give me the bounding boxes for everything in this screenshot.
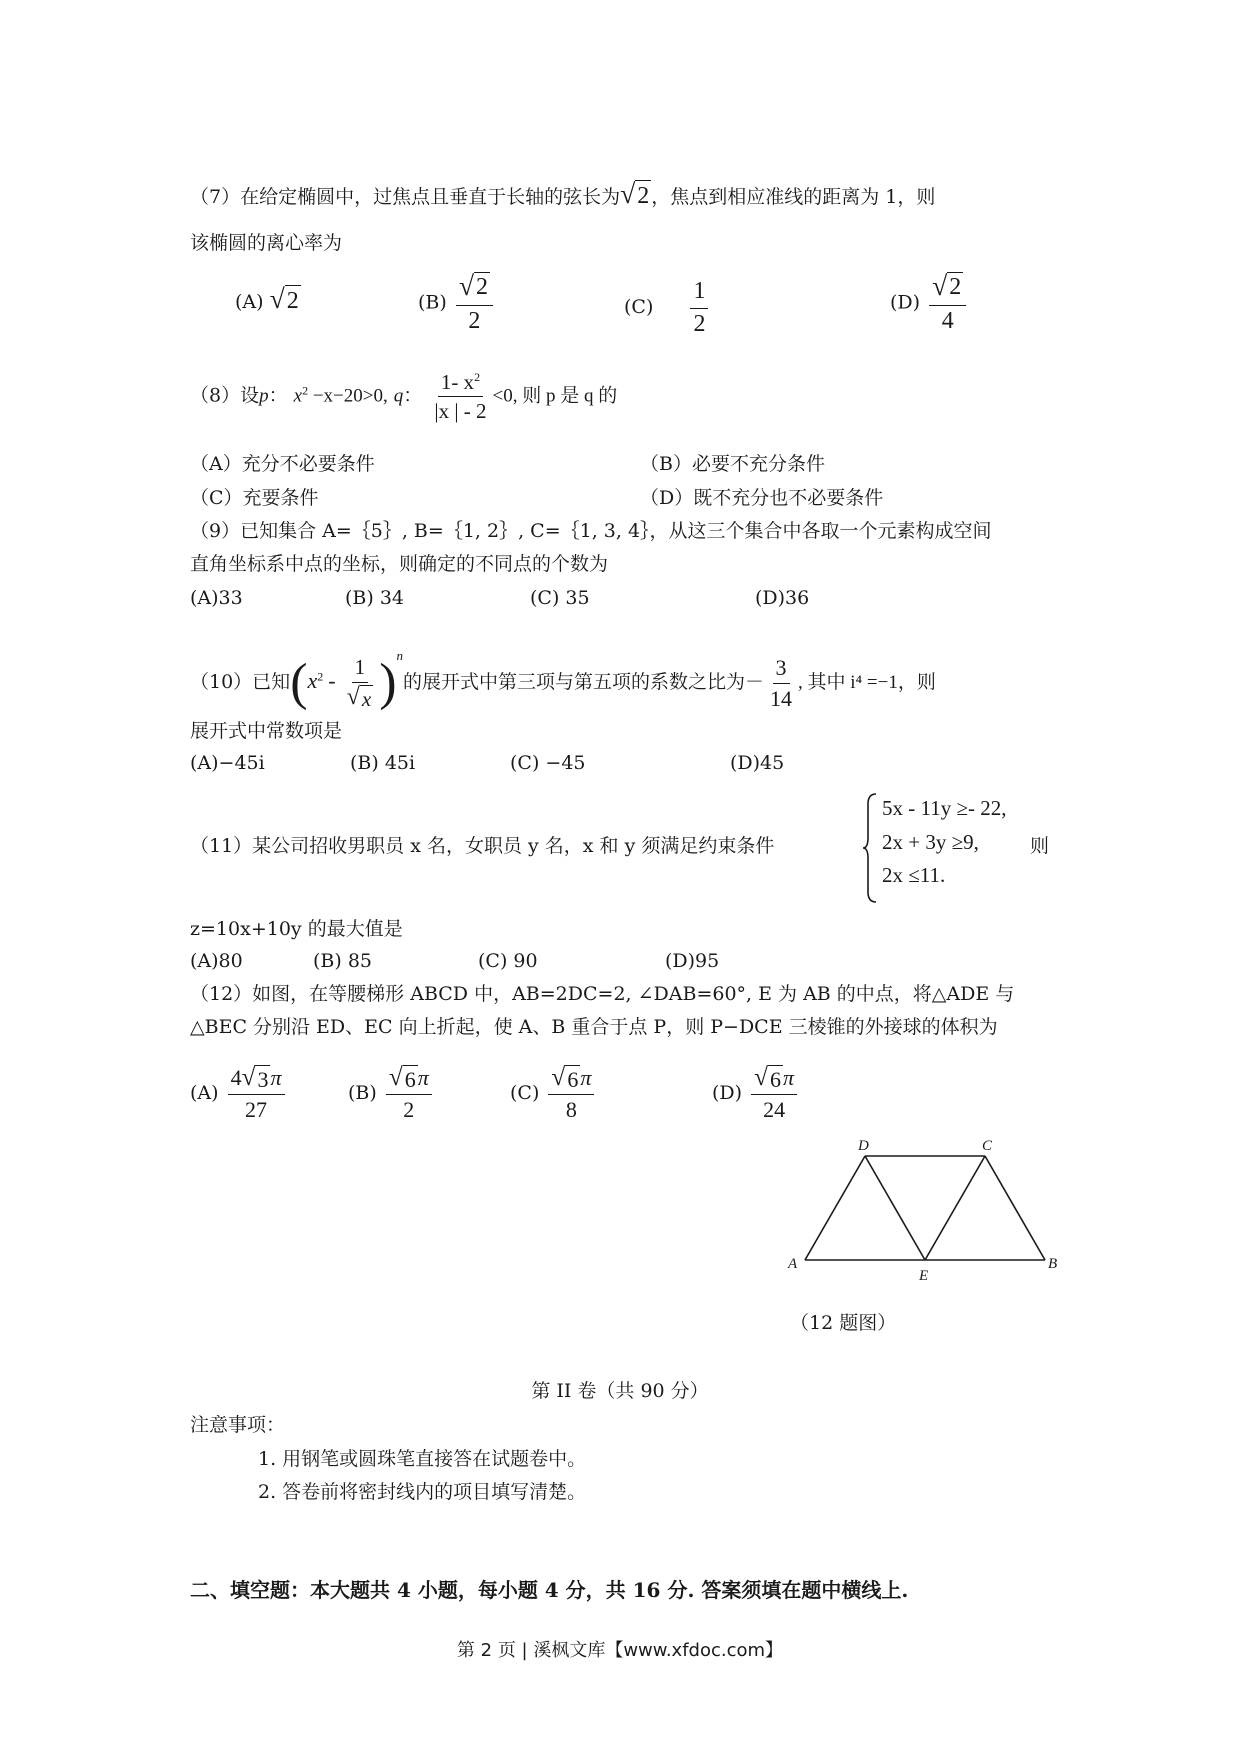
q8-x: x <box>293 385 303 407</box>
q8-q: q <box>393 385 404 407</box>
option-label: (B) <box>418 291 447 314</box>
q12-c-den: 8 <box>565 1097 577 1123</box>
q11-option-d: (D)95 <box>665 950 720 972</box>
q12-d-pi: π <box>783 1065 795 1090</box>
q12-a-den: 27 <box>245 1097 268 1123</box>
q8-option-d: （D）既不充分也不必要条件 <box>640 487 884 509</box>
figure-caption: （12 题图） <box>790 1312 897 1334</box>
q9-option-a: (A)33 <box>190 587 243 609</box>
q9-option-c: (C) 35 <box>530 587 590 609</box>
q8-sup: 2 <box>302 383 309 398</box>
q7-sqrt-value: 2 <box>635 180 651 211</box>
q8-prefix: （8）设 <box>190 384 260 407</box>
q12-d-sqrt: 6 <box>770 1067 781 1092</box>
q11-constraint-1: 5x - 11y ≥- 22, <box>882 796 1007 820</box>
q10-left-paren: ( <box>290 653 308 711</box>
q7-option-d <box>890 272 969 335</box>
edge-de <box>865 1156 925 1260</box>
q8-expr: −x−20>0, <box>308 385 388 407</box>
q10-minus: - <box>328 668 336 693</box>
q8-tail: <0, 则 p 是 q 的 <box>492 385 618 407</box>
q12-line2: △BEC 分别沿 ED、EC 向上折起，使 A、B 重合于点 P，则 P−DCE 三棱锥的外接球的体积为 <box>190 1016 998 1038</box>
q7-a-sqrt: √ 2 <box>269 283 299 314</box>
q7-d-den: 4 <box>941 307 954 334</box>
q8-colon2: ： <box>403 384 423 407</box>
q7-a-value: 2 <box>285 285 301 316</box>
q10-ratio-den: 14 <box>770 685 793 711</box>
q9-line1: （9）已知集合 A=｛5｝, B=｛1, 2｝, C=｛1, 3, 4｝，从这三个集合中各取一个元素构成空间 <box>190 520 992 542</box>
part2-title: 第 II 卷（共 90 分） <box>531 1380 709 1402</box>
q12-d-den: 24 <box>763 1097 786 1123</box>
option-label: (A) <box>235 291 264 313</box>
q11-left-brace <box>862 792 880 904</box>
q10-right-paren: ) <box>379 653 397 711</box>
trapezoid-figure <box>780 1138 1080 1288</box>
option-label: (D) <box>712 1081 743 1104</box>
q10-ratio <box>767 655 795 711</box>
q7-line2: 该椭圆的离心率为 <box>190 232 343 254</box>
q11-stem: （11）某公司招收男职员 x 名，女职员 y 名，x 和 y 须满足约束条件 <box>190 835 775 857</box>
q10-inner-frac: 1 √ x <box>346 655 372 711</box>
q7-c-den: 2 <box>693 310 706 337</box>
q12-b-pi: π <box>417 1065 429 1090</box>
q8-num-sup: 2 <box>474 370 481 384</box>
q7-c-num: 1 <box>690 278 708 309</box>
edge-ad <box>805 1156 865 1260</box>
q8-colon: ： <box>268 384 288 407</box>
q12-option-d <box>712 1065 800 1123</box>
q9-option-d: (D)36 <box>755 587 810 609</box>
q7-option-c <box>624 278 711 338</box>
point-c-label: C <box>982 1138 993 1154</box>
q12-option-a <box>190 1065 288 1123</box>
q7-d-frac: √ 2 4 <box>929 272 966 335</box>
q12-option-b <box>348 1065 435 1123</box>
q11-constraint-3: 2x ≤11. <box>882 863 946 888</box>
q8-option-a: （A）充分不必要条件 <box>190 453 375 475</box>
q12-line1: （12）如图，在等腰梯形 ABCD 中，AB=2DC=2, ∠DAB=60°, E 为 AB 的中点，将△ADE 与 <box>190 983 1015 1005</box>
q10-line2: 展开式中常数项是 <box>190 720 343 742</box>
q10-option-c: (C) −45 <box>510 752 586 774</box>
point-e-label: E <box>919 1268 929 1284</box>
point-a-label: A <box>788 1256 798 1272</box>
q12-option-c <box>510 1065 597 1123</box>
q8-option-c: （C）充要条件 <box>190 487 319 509</box>
q11-constraint-2: 2x + 3y ≥9, <box>882 829 979 854</box>
q10-exponent: n <box>396 648 404 663</box>
point-d-label: D <box>858 1138 869 1154</box>
q10-x: x <box>307 668 318 693</box>
q11-constraints <box>882 792 1006 893</box>
q12-d-frac: √ 6 π 24 <box>751 1065 797 1123</box>
q11-option-b: (B) 85 <box>313 950 373 972</box>
q10-frac-den: x <box>361 686 372 711</box>
q7-b-den: 2 <box>468 307 481 334</box>
q12-a-pi: π <box>270 1065 282 1090</box>
q10-ratio-num: 3 <box>773 655 790 683</box>
q11-line2: z=10x+10y 的最大值是 <box>190 918 403 940</box>
q12-c-sqrt: 6 <box>567 1067 579 1092</box>
option-label: (C) <box>624 296 654 319</box>
q9-line2: 直角坐标系中点的坐标，则确定的不同点的个数为 <box>190 553 609 575</box>
option-label: (B) <box>348 1081 377 1104</box>
q12-b-frac: √ 6 π 2 <box>386 1065 432 1123</box>
q10-option-b: (B) 45i <box>350 752 416 774</box>
notice-item-2: 2. 答卷前将密封线内的项目填写清楚。 <box>258 1481 587 1503</box>
point-b-label: B <box>1048 1256 1058 1272</box>
q7-option-a <box>235 285 301 316</box>
q12-b-sqrt: 6 <box>404 1067 416 1092</box>
q11-option-a: (A)80 <box>190 950 243 972</box>
q12-b-den: 2 <box>403 1097 415 1123</box>
section-heading: 二、填空题：本大题共 4 小题，每小题 4 分，共 16 分. 答案须填在题中横线上. <box>190 1578 909 1602</box>
q7-text-b: ，焦点到相应准线的距离为 1，则 <box>651 186 936 208</box>
q10-tail: , 其中 i⁴ =−1，则 <box>798 672 936 693</box>
option-label: (D) <box>890 291 921 314</box>
q10-sup: 2 <box>317 669 324 684</box>
q12-a-frac: 4 √ 3 π 27 <box>228 1065 285 1123</box>
q7-d-num: 2 <box>949 274 962 300</box>
q7-c-frac <box>690 278 708 338</box>
option-label: (A) <box>190 1081 219 1104</box>
notice-item-1: 1. 用钢笔或圆珠笔直接答在试题卷中。 <box>258 1448 587 1470</box>
q7-b-frac: √ 2 2 <box>456 272 493 335</box>
q10-option-d: (D)45 <box>730 752 785 774</box>
q12-c-frac: √ 6 π 8 <box>548 1065 594 1123</box>
page-footer: 第 2 页 | 溪枫文库【www.xfdoc.com】 <box>456 1640 784 1661</box>
q10-prefix: （10）已知 <box>190 671 291 693</box>
notice-heading: 注意事项： <box>190 1414 286 1436</box>
q8-stem <box>190 370 617 423</box>
q7-sqrt2: √ 2 <box>620 178 650 209</box>
option-label: (C) <box>510 1081 540 1104</box>
q9-option-b: (B) 34 <box>345 587 405 609</box>
edge-cb <box>985 1156 1045 1260</box>
q7-option-b <box>418 272 496 335</box>
q12-a-sqrt: 3 <box>257 1067 269 1092</box>
q7-b-num: 2 <box>476 274 488 300</box>
q8-p: p <box>259 385 269 407</box>
q12-a-pre: 4 <box>230 1065 242 1090</box>
edge-ce <box>925 1156 985 1260</box>
q10-mid: 的展开式中第三项与第五项的系数之比为－ <box>403 671 765 693</box>
q7-line1 <box>190 180 935 211</box>
q11-then: 则 <box>1030 835 1050 857</box>
q10-frac-num: 1 <box>352 655 369 682</box>
q10-option-a: (A)−45i <box>190 752 265 774</box>
q8-option-b: （B）必要不充分条件 <box>640 453 825 475</box>
q8-num: 1- x <box>440 370 475 394</box>
q8-fraction <box>431 370 489 423</box>
q11-option-c: (C) 90 <box>478 950 538 972</box>
q7-text-a: （7）在给定椭圆中，过焦点且垂直于长轴的弦长为 <box>190 186 621 208</box>
q10-stem <box>190 648 936 714</box>
q12-c-pi: π <box>580 1065 592 1090</box>
q8-den: |x | - 2 <box>434 399 487 424</box>
